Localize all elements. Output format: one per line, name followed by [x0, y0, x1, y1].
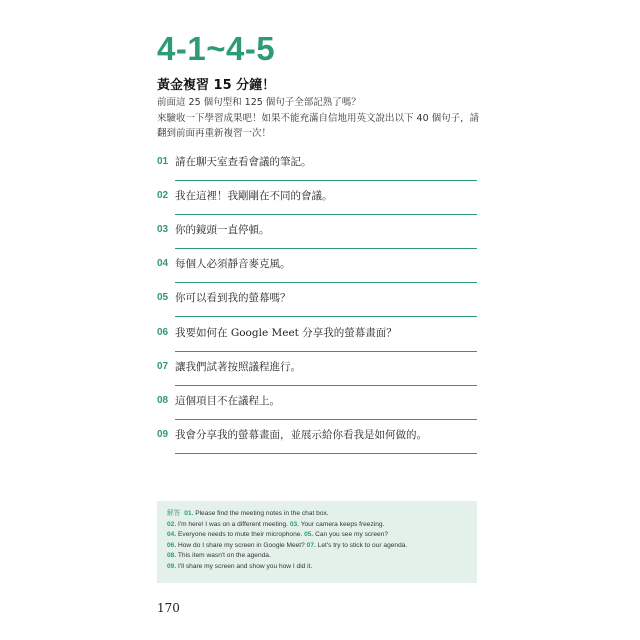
intro-line: 翻到前面再重新複習一次！: [157, 128, 272, 139]
page-title: 4-1~4-5: [157, 30, 276, 67]
answer-line: [167, 541, 467, 552]
exercise-item: [157, 291, 477, 319]
answer-number: 04.: [167, 531, 177, 538]
exercise-sentence: 這個項目不在議程上。: [175, 394, 280, 407]
answer-number: 07.: [306, 541, 316, 549]
exercise-number: 09: [157, 428, 169, 440]
exercise-item: [157, 155, 477, 183]
answer-box: [157, 501, 477, 583]
exercise-number: 05: [157, 292, 169, 304]
exercise-item: [157, 326, 477, 354]
answer-text: Your camera keeps freezing.: [299, 520, 385, 528]
exercise-item: [157, 394, 477, 422]
answer-text: Everyone needs to mute their microphone.: [176, 531, 305, 538]
exercise-item: [157, 360, 477, 388]
answer-label: 解答: [167, 509, 181, 517]
exercise-sentence: 讓我們試著按照議程進行。: [175, 360, 301, 373]
exercise-number: 06: [157, 326, 169, 338]
page-number: 170: [157, 601, 180, 615]
answer-text: I'll share my screen and show you how I did it.: [176, 562, 313, 570]
exercise-item: [157, 223, 477, 251]
answer-text: I'm here! I was on a different meeting.: [176, 520, 290, 528]
answer-text: How do I share my screen in Google Meet?: [176, 541, 307, 549]
answer-line: [167, 520, 467, 531]
answer-line: [167, 562, 467, 573]
answer-line: [167, 508, 467, 520]
exercise-sentence: 你可以看到我的螢幕嗎？: [175, 292, 291, 305]
intro-paragraph: [157, 95, 487, 142]
answer-number: 08.: [167, 552, 177, 559]
exercise-number: 08: [157, 394, 169, 406]
exercise-sentence: 我會分享我的螢幕畫面，並展示給你看我是如何做的。: [175, 428, 427, 441]
exercise-number: 03: [157, 224, 169, 236]
answer-write-line: [175, 453, 477, 454]
answer-write-line: [175, 180, 477, 181]
intro-line: 前面這 25 個句型和 125 個句子全部記熟了嗎？: [157, 97, 361, 108]
answer-write-line: [175, 385, 477, 386]
intro-line: 來驗收一下學習成果吧！如果不能充滿自信地用英文說出以下 40 個句子，請: [157, 112, 480, 124]
answer-write-line: [175, 214, 477, 215]
exercise-sentence: 請在聊天室查看會議的筆記。: [175, 156, 312, 168]
answer-number: 02.: [167, 520, 177, 528]
answer-lines: [167, 508, 467, 572]
answer-number: 03.: [289, 520, 299, 528]
answer-text: Let's try to stick to our agenda.: [315, 541, 408, 549]
answer-write-line: [175, 419, 477, 420]
page-subtitle: 黃金複習 15 分鐘！: [157, 78, 276, 93]
answer-number: 01.: [184, 510, 194, 517]
exercise-number: 07: [157, 360, 169, 372]
exercise-sentence: 我要如何在 Google Meet 分享我的螢幕畫面？: [175, 326, 397, 339]
exercise-sentence: 每個人必須靜音麥克風。: [175, 258, 291, 271]
exercise-number: 04: [157, 258, 169, 270]
answer-write-line: [175, 248, 477, 249]
exercise-number: 02: [157, 190, 169, 202]
answer-write-line: [175, 351, 477, 352]
answer-number: 09.: [167, 562, 177, 570]
exercise-item: [157, 428, 477, 456]
answer-write-line: [175, 316, 477, 317]
answer-number: 05.: [304, 531, 314, 538]
answer-text: This item wasn't on the agenda.: [176, 552, 271, 559]
exercise-item: [157, 257, 477, 285]
answer-line: [167, 551, 467, 562]
exercise-number: 01: [157, 156, 169, 167]
exercise-sentence: 我在這裡！我剛剛在不同的會議。: [175, 190, 333, 203]
answer-text: Please find the meeting notes in the chat box.: [193, 510, 329, 517]
exercise-sentence: 你的鏡頭一直停頓。: [175, 224, 270, 237]
answer-number: 06.: [167, 541, 177, 549]
answer-text: Can you see my screen?: [313, 531, 389, 538]
answer-line: [167, 530, 467, 541]
exercise-item: [157, 189, 477, 217]
answer-write-line: [175, 282, 477, 283]
